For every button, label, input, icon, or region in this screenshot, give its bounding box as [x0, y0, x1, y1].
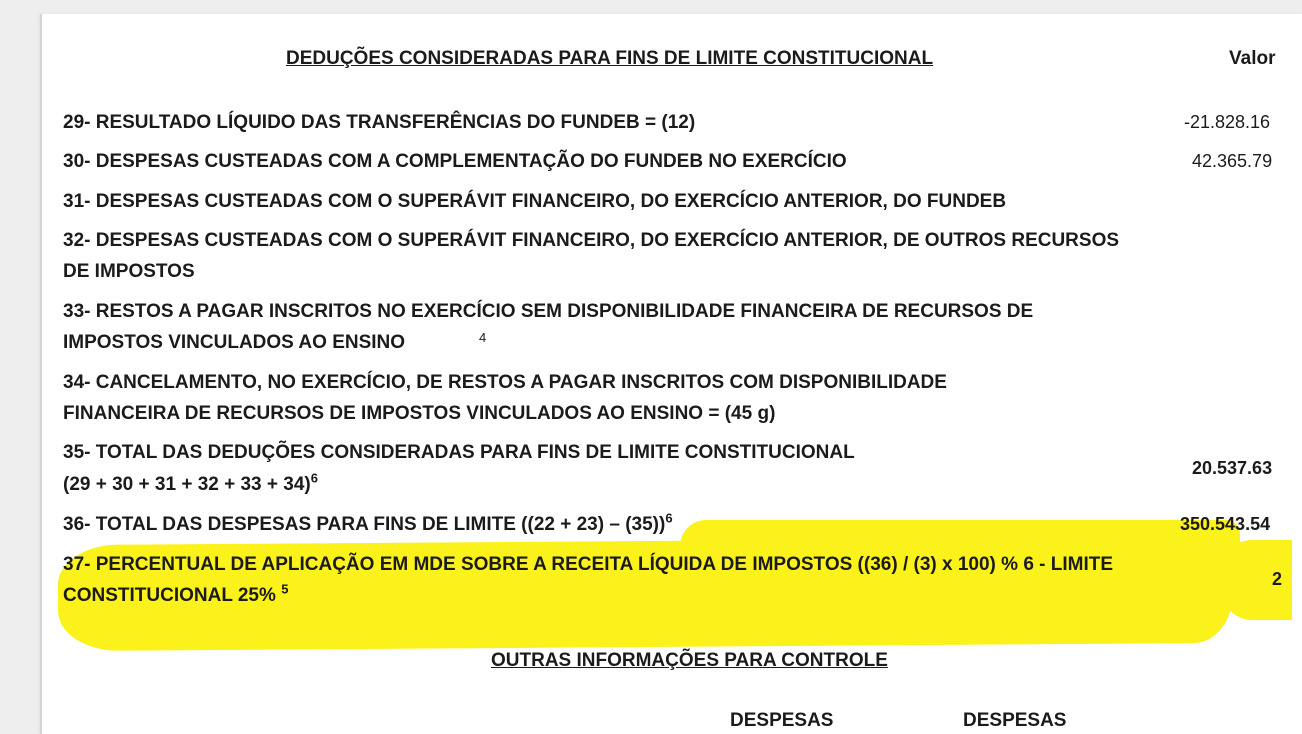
row-33-footnote: 4 — [479, 330, 487, 345]
row-37-label-line1: 37- PERCENTUAL DE APLICAÇÃO EM MDE SOBRE A RECEITA LÍQUIDA DE IMPOSTOS ((36) / (3) x 100) % 6 - LIMITE — [63, 554, 1114, 575]
value-column-header: Valor — [1229, 48, 1276, 69]
row-37-label-line2: CONSTITUCIONAL 25% $^5$ — [63, 581, 289, 606]
row-35-label-line2: $(29 + 30 + 31 + 32 + 33 + 34)^6$ — [63, 470, 318, 495]
row-32-label-line2: DE IMPOSTOS — [63, 261, 195, 282]
column-header-despesas: DESPESAS — [730, 710, 834, 731]
row-30-label: 30- DESPESAS CUSTEADAS COM A COMPLEMENTAÇÃO DO FUNDEB NO EXERCÍCIO — [63, 151, 847, 172]
row-32-label-line1: 32- DESPESAS CUSTEADAS COM O SUPERÁVIT FINANCEIRO, DO EXERCÍCIO ANTERIOR, DE OUTROS RECURSOS — [63, 230, 1120, 251]
row-36-label: 36- TOTAL DAS DESPESAS PARA FINS DE LIMITE $((22 + 23) - (35))^6$ — [63, 510, 673, 535]
row-30-value: 42.365.79 — [1192, 151, 1273, 171]
row-35-footnote: 6 — [310, 470, 318, 486]
row-37-footnote: 5 — [281, 581, 289, 597]
row-34-label-line1: 34- CANCELAMENTO, NO EXERCÍCIO, DE RESTOS A PAGAR INSCRITOS COM DISPONIBILIDADE — [63, 372, 947, 393]
column-header-despesas: DESPESAS — [963, 710, 1067, 731]
row-35-value: 20.537.63 — [1192, 458, 1273, 478]
row-36-footnote: 6 — [665, 510, 673, 526]
row-35-label-line1: 35- TOTAL DAS DEDUÇÕES CONSIDERADAS PARA FINS DE LIMITE CONSTITUCIONAL — [63, 442, 855, 463]
row-33-label-line2: IMPOSTOS VINCULADOS AO ENSINO — [63, 332, 406, 353]
row-29-value: -21.828.16 — [1184, 112, 1271, 132]
section-2-title: OUTRAS INFORMAÇÕES PARA CONTROLE — [491, 650, 888, 671]
row-33-label-line1: 33- RESTOS A PAGAR INSCRITOS NO EXERCÍCIO SEM DISPONIBILIDADE FINANCEIRA DE RECURSOS DE — [63, 301, 1034, 322]
row-36-value: 350.543.54 — [1180, 514, 1271, 534]
row-29-label: 29- RESULTADO LÍQUIDO DAS TRANSFERÊNCIAS DO FUNDEB = (12) — [63, 112, 696, 133]
row-31-label: 31- DESPESAS CUSTEADAS COM O SUPERÁVIT FINANCEIRO, DO EXERCÍCIO ANTERIOR, DO FUNDEB — [63, 191, 1007, 212]
row-37-value: 2 — [1272, 569, 1283, 589]
section-title: DEDUÇÕES CONSIDERADAS PARA FINS DE LIMITE CONSTITUCIONAL — [286, 48, 934, 69]
row-34-label-line2: FINANCEIRA DE RECURSOS DE IMPOSTOS VINCULADOS AO ENSINO = (45 g) — [63, 403, 776, 424]
